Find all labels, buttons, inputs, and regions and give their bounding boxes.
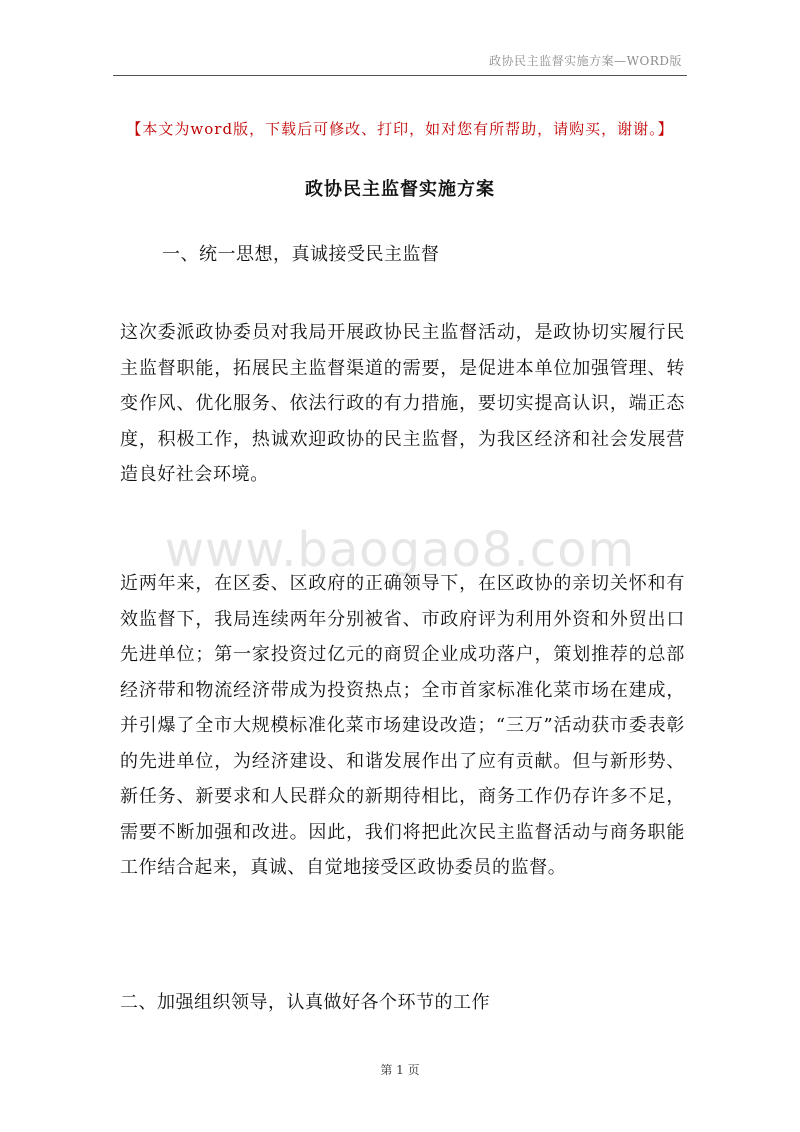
page-number: 第 1 页	[380, 1063, 420, 1077]
document-title: 政协民主监督实施方案	[305, 179, 495, 200]
body-paragraph-1: 这次委派政协委员对我局开展政协民主监督活动，是政协切实履行民主监督职能，拓展民主监督渠道的需要，是促进本单位加强管理、转变作风、优化服务、依法行政的有力措施，要切实提高认识，端正态度，积极工作，热诚欢迎政协的民主监督，为我区经济和社会发展营造良好社会环境。	[120, 322, 685, 485]
section-heading-1: 一、统一思想，真诚接受民主监督	[162, 244, 440, 265]
section-heading-2: 二、加强组织领导，认真做好各个环节的工作	[120, 992, 490, 1013]
running-header: 政协民主监督实施方案—WORD版	[489, 54, 682, 68]
watermark: www.baogao8.com	[164, 522, 636, 578]
body-paragraph-2: 近两年来，在区委、区政府的正确领导下，在区政协的亲切关怀和有效监督下，我局连续两年分别被省、市政府评为利用外资和外贸出口先进单位；第一家投资过亿元的商贸企业成功落户，策划推荐的总部经济带和物流经济带成为投资热点；全市首家标准化菜市场在建成，并引爆了全市大规模标准化菜市场建设改造；“三万”活动获市委表彰的先进单位，为经济建设、和谐发展作出了应有贡献。但与新形势、新任务、新要求和人民群众的新期待相比，商务工作仍存许多不足，需要不断加强和改进。因此，我们将把此次民主监督活动与商务职能工作结合起来，真诚、自觉地接受区政协委员的监督。	[120, 573, 685, 878]
header-divider	[113, 75, 687, 76]
download-notice: 【本文为word版，下载后可修改、打印，如对您有所帮助，请购买，谢谢。】	[126, 120, 674, 138]
